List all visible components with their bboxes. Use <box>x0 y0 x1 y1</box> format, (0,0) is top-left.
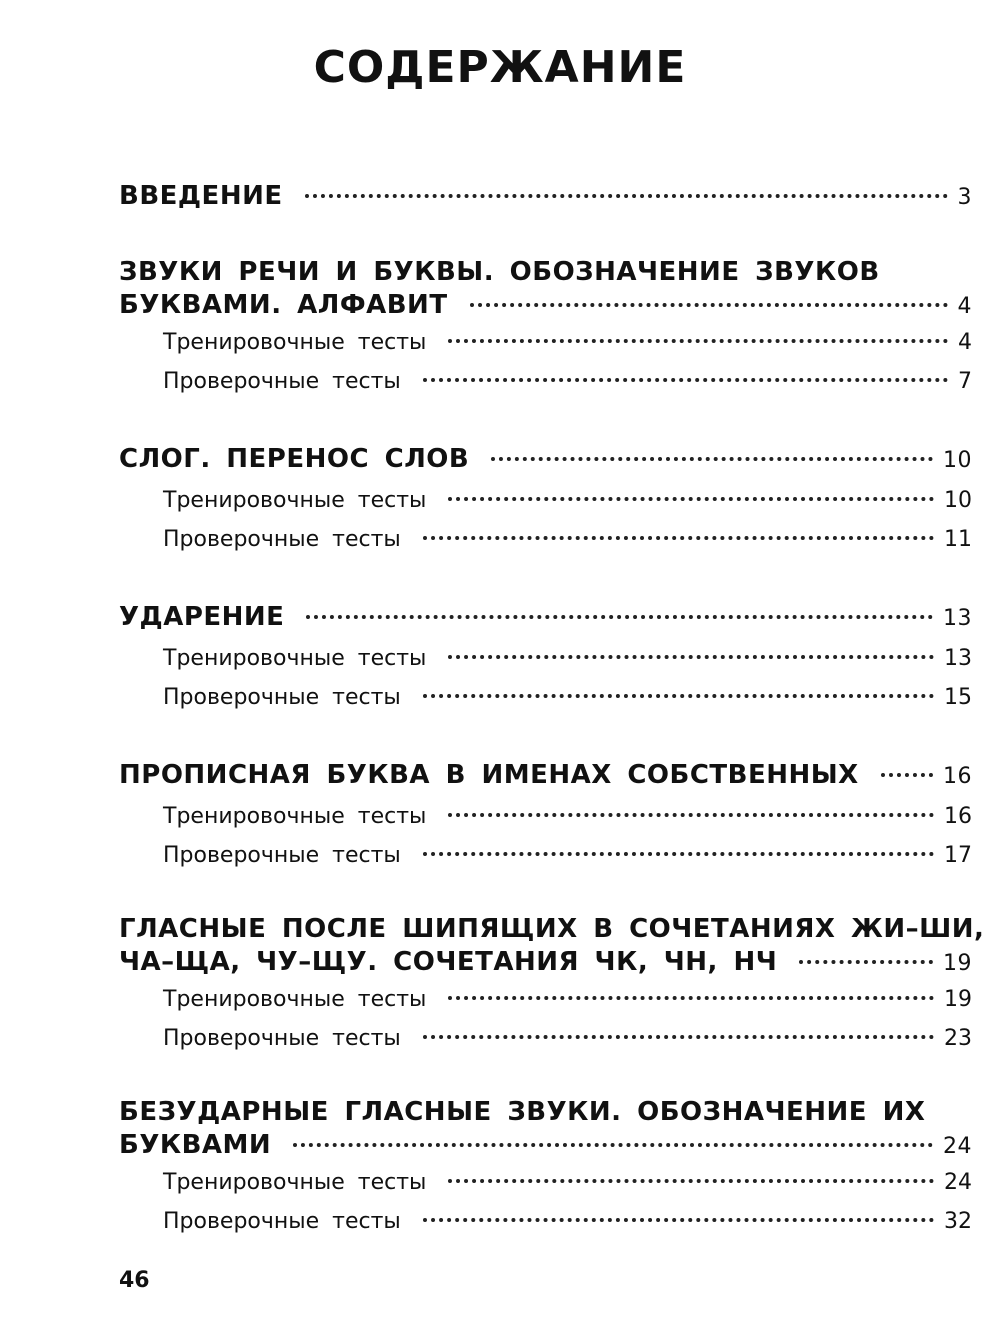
page-number: 4 <box>958 330 972 355</box>
dot-leader <box>881 773 933 777</box>
dot-leader <box>799 960 933 964</box>
dot-leader <box>423 694 934 698</box>
page-number: 17 <box>944 843 972 868</box>
toc-heading-line <box>119 1096 972 1129</box>
toc-sub-entry[interactable] <box>119 797 972 836</box>
page-number: 23 <box>944 1026 972 1051</box>
page-title: СОДЕРЖАНИЕ <box>313 42 687 93</box>
toc-sub-label: Тренировочные тесты <box>163 488 427 513</box>
toc-section-introduction <box>119 176 972 218</box>
dot-leader <box>448 996 934 1000</box>
toc-sub-label: Проверочные тесты <box>163 527 401 552</box>
toc-entry[interactable] <box>119 1129 972 1163</box>
dot-leader <box>423 536 934 540</box>
toc-entry[interactable] <box>119 439 972 481</box>
page-number: 13 <box>943 606 972 631</box>
toc-section-syllable <box>119 439 972 559</box>
toc-sub-label: Тренировочные тесты <box>163 804 427 829</box>
toc-sub-entry[interactable] <box>119 362 972 401</box>
toc-heading: ЗВУКИ РЕЧИ И БУКВЫ. ОБОЗНАЧЕНИЕ ЗВУКОВ <box>119 257 880 287</box>
toc-sub-entry[interactable] <box>119 323 972 362</box>
page-number: 3 <box>957 185 972 210</box>
dot-leader <box>448 655 934 659</box>
toc-section-unstressed-vowels <box>119 1096 972 1241</box>
toc-sub-label: Проверочные тесты <box>163 1209 401 1234</box>
toc-sub-entry[interactable] <box>119 639 972 678</box>
table-of-contents <box>119 176 985 1279</box>
page-number: 4 <box>957 294 972 319</box>
toc-entry[interactable] <box>119 946 972 980</box>
toc-sub-entry[interactable] <box>119 1019 972 1058</box>
toc-sub-entry[interactable] <box>119 836 972 875</box>
toc-sub-label: Проверочные тесты <box>163 1026 401 1051</box>
toc-entry[interactable] <box>119 597 972 639</box>
page-number: 10 <box>944 488 972 513</box>
toc-sub-entry[interactable] <box>119 1163 972 1202</box>
toc-heading-line <box>119 913 985 946</box>
toc-sub-label: Тренировочные тесты <box>163 646 427 671</box>
dot-leader <box>423 852 934 856</box>
dot-leader <box>470 303 948 307</box>
toc-sub-label: Тренировочные тесты <box>163 330 427 355</box>
toc-heading: БУКВАМИ. АЛФАВИТ <box>119 290 448 320</box>
toc-entry[interactable] <box>119 755 972 797</box>
toc-sub-entry[interactable] <box>119 520 972 559</box>
toc-sub-entry[interactable] <box>119 678 972 717</box>
toc-sub-label: Тренировочные тесты <box>163 1170 427 1195</box>
dot-leader <box>448 813 934 817</box>
page-number: 7 <box>958 369 972 394</box>
toc-heading: ПРОПИСНАЯ БУКВА В ИМЕНАХ СОБСТВЕННЫХ <box>119 760 859 790</box>
toc-heading: УДАРЕНИЕ <box>119 602 285 632</box>
toc-sub-entry[interactable] <box>119 481 972 520</box>
toc-sub-entry[interactable] <box>119 980 972 1019</box>
toc-section-sounds-letters <box>119 256 972 401</box>
toc-heading: ГЛАСНЫЕ ПОСЛЕ ШИПЯЩИХ В СОЧЕТАНИЯХ ЖИ–ШИ, <box>119 914 985 944</box>
toc-entry[interactable] <box>119 176 972 218</box>
folio-page-number: 46 <box>119 1268 150 1293</box>
dot-leader <box>448 1179 934 1183</box>
page-number: 32 <box>944 1209 972 1234</box>
dot-leader <box>423 1218 934 1222</box>
toc-heading-line <box>119 256 972 289</box>
toc-section-capital-letter <box>119 755 972 875</box>
page-number: 11 <box>944 527 972 552</box>
dot-leader <box>293 1143 933 1147</box>
toc-entry[interactable] <box>119 289 972 323</box>
toc-heading: ЧА–ЩА, ЧУ–ЩУ. СОЧЕТАНИЯ ЧК, ЧН, НЧ <box>119 947 778 977</box>
page-number: 24 <box>943 1134 972 1159</box>
page-number: 24 <box>944 1170 972 1195</box>
page-number: 19 <box>944 987 972 1012</box>
toc-sub-label: Проверочные тесты <box>163 843 401 868</box>
toc-section-stress <box>119 597 972 717</box>
page-number: 10 <box>943 448 972 473</box>
toc-sub-label: Проверочные тесты <box>163 369 401 394</box>
dot-leader <box>423 1035 934 1039</box>
dot-leader <box>423 378 948 382</box>
page-number: 15 <box>944 685 972 710</box>
toc-heading: ВВЕДЕНИЕ <box>119 181 283 211</box>
dot-leader <box>305 194 948 198</box>
dot-leader <box>491 457 933 461</box>
page-number: 13 <box>944 646 972 671</box>
dot-leader <box>306 615 933 619</box>
toc-heading: СЛОГ. ПЕРЕНОС СЛОВ <box>119 444 470 474</box>
toc-sub-label: Тренировочные тесты <box>163 987 427 1012</box>
page-number: 16 <box>943 764 972 789</box>
toc-heading: БЕЗУДАРНЫЕ ГЛАСНЫЕ ЗВУКИ. ОБОЗНАЧЕНИЕ ИХ <box>119 1097 926 1127</box>
toc-sub-label: Проверочные тесты <box>163 685 401 710</box>
toc-sub-entry[interactable] <box>119 1202 972 1241</box>
toc-section-vowels-after-sibilants <box>119 913 985 1058</box>
dot-leader <box>448 339 948 343</box>
toc-heading: БУКВАМИ <box>119 1130 272 1160</box>
dot-leader <box>448 497 934 501</box>
page-number: 19 <box>943 951 972 976</box>
page-number: 16 <box>944 804 972 829</box>
